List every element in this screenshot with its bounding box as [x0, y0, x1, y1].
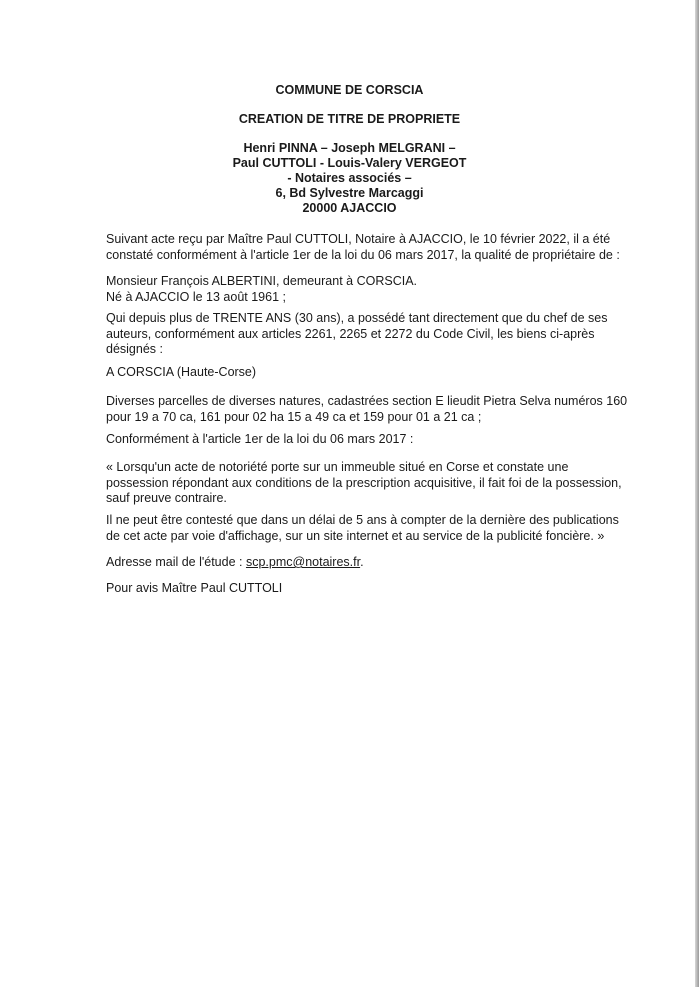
paragraph-email [106, 555, 606, 571]
paragraph-loi [106, 432, 606, 448]
text-line: A CORSCIA (Haute-Corse) [106, 365, 257, 379]
email-label: Adresse mail de l'étude : [106, 555, 246, 569]
text-line: Suivant acte reçu par Maître Paul CUTTOLI, Notaire à AJACCIO, le 10 février 2022, il a été [106, 232, 611, 246]
signature [106, 581, 606, 597]
text-line: constaté conformément à l'article 1er de la loi du 06 mars 2017, la qualité de propriétaire de : [106, 247, 620, 262]
document-title: CREATION DE TITRE DE PROPRIETE [238, 112, 461, 126]
notaires-line: Paul CUTTOLI - Louis-Valery VERGEOT [232, 156, 467, 170]
text-line: désignés : [106, 342, 163, 356]
email-line [106, 555, 606, 571]
notaires-block [0, 141, 699, 216]
paragraph-location [106, 365, 606, 381]
text-line: Il ne peut être contesté que dans un délai de 5 ans à compter de la dernière des publications [106, 513, 619, 527]
text-line: Monsieur François ALBERTINI, demeurant à CORSCIA. [106, 274, 417, 288]
paragraph-proprietaire [106, 274, 606, 305]
paragraph-acte [106, 232, 620, 263]
text-line: possession répondant aux conditions de la prescription acquisitive, il fait foi de la possession, [106, 475, 622, 490]
text-line: « Lorsqu'un acte de notoriété porte sur un immeuble situé en Corse et constate une [106, 460, 569, 474]
paragraph-contestation [106, 513, 619, 544]
email-suffix: . [360, 555, 364, 569]
text-line: Conformément à l'article 1er de la loi du 06 mars 2017 : [106, 432, 414, 446]
notaires-line: 6, Bd Sylvestre Marcaggi [275, 186, 424, 200]
notaires-line: 20000 AJACCIO [302, 201, 397, 215]
paragraph-citation [106, 460, 622, 507]
paragraph-possession [106, 311, 606, 358]
email-link[interactable]: scp.pmc@notaires.fr [245, 555, 361, 569]
text-line: Né à AJACCIO le 13 août 1961 ; [106, 289, 286, 304]
notaires-line: - Notaires associés – [287, 171, 412, 185]
notaires-line: Henri PINNA – Joseph MELGRANI – [243, 141, 456, 155]
text-line: de cet acte par voie d'affichage, sur un site internet et au service de la publicité foncière. » [106, 528, 605, 543]
text-line: auteurs, conformément aux articles 2261, 2265 et 2272 du Code Civil, les biens ci-après [106, 326, 595, 341]
paragraph-parcelles [106, 394, 628, 425]
signature-line: Pour avis Maître Paul CUTTOLI [106, 581, 283, 595]
text-line: pour 19 a 70 ca, 161 pour 02 ha 15 a 49 ca et 159 pour 01 a 21 ca ; [106, 409, 482, 424]
commune-title: COMMUNE DE CORSCIA [275, 83, 424, 97]
text-line: Diverses parcelles de diverses natures, cadastrées section E lieudit Pietra Selva numéros 160 [106, 394, 628, 408]
text-line: Qui depuis plus de TRENTE ANS (30 ans), a possédé tant directement que du chef de ses [106, 311, 608, 325]
text-line: sauf preuve contraire. [106, 491, 227, 505]
scan-edge [695, 0, 699, 987]
